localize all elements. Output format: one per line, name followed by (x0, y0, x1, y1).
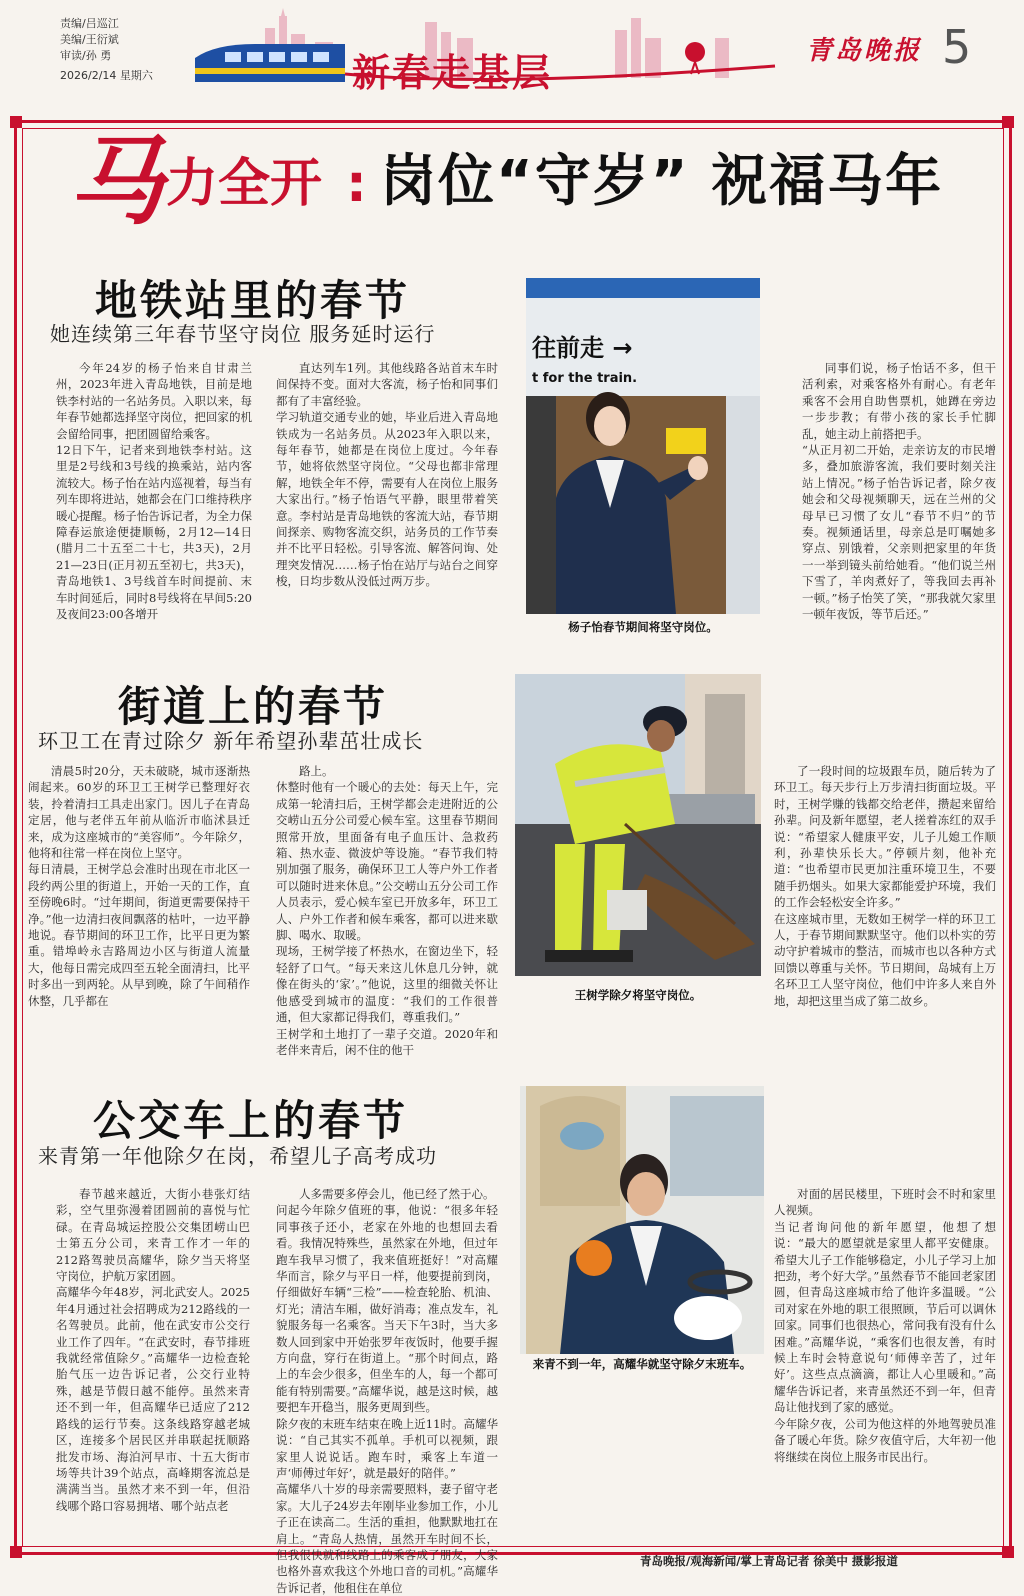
issue-date: 2026/2/14 星期六 (60, 69, 153, 82)
photo-caption: 杨子怡春节期间将坚守岗位。 (568, 620, 718, 634)
headline-red: 力全开 (166, 154, 323, 214)
article-column (56, 1186, 250, 1536)
paragraph: 同事们说，杨子怡话不多，但干活利索，对乘客格外有耐心。有老年乘客不会用自助售票机，她蹲在旁边一步步教；有带小孩的家长手忙脚乱，她主动上前搭把手。 “从正月初二开始，走亲访友的市民增多，叠加旅游客流，我们要时刻关注站上情况。”杨子怡告诉记者，除夕夜她会和父母视频聊天，远在兰州的父母早已习惯了女儿“春节不归”的节奏。视频通话里，母亲总是叮嘱她多穿点、别饿着，父亲则把家里的年货一一举到镜头前给她看。“他们说兰州下雪了，羊肉煮好了，等我回去再补一顿。”杨子怡笑了笑，“那我就欠家里一顿年夜饭，等节后还。” (802, 361, 996, 622)
credit-art: 美编/王衍斌 (60, 33, 119, 46)
section-title-bus: 公交车上的春节 (93, 1096, 409, 1145)
section-title-street: 街道上的春节 (118, 682, 389, 731)
byline: 青岛晚报/观海新闻/掌上青岛记者 徐美中 摄影报道 (640, 1554, 898, 1568)
photo-subway (526, 278, 760, 614)
train-illustration (195, 44, 345, 82)
photo-caption: 王树学除夕将坚守岗位。 (574, 988, 702, 1002)
photo-caption: 来青不到一年，高耀华就坚守除夕末班车。 (532, 1357, 752, 1371)
paragraph: 直达列车1列。其他线路各站首末车时间保持不变。面对大客流，杨子怡和同事们都有了丰富经验。 学习轨道交通专业的她，毕业后进入青岛地铁成为一名站务员。从2023年入职以来，每年春节，她都是在岗位上度过。今年春节，她将依然坚守岗位。“父母也都非常理解，地铁全年不停，需要有人在岗位上服务大家出行。”杨子怡语气平静，眼里带着笑意。李村站是青岛地铁的客流大站，春节期间探亲、购物客流交织，站务员的工作节奏并不比平日轻松。引导客流、解答问询、处理突发情况……杨子怡在站厅与站台之间穿梭，日均步数从没低过两万步。 (276, 361, 498, 589)
article-column (56, 360, 252, 640)
section-title-subway: 地铁站里的春节 (95, 276, 411, 325)
article-column (276, 763, 498, 1055)
page-number: 5 (942, 20, 972, 74)
photo-bus (520, 1086, 764, 1354)
paragraph: 对面的居民楼里，下班时会不时和家里人视频。 当记者询问他的新年愿望，他想了想说：“最大的愿望就是家里人都平安健康。希望大儿子工作能够稳定，小儿子学习上加把劲，考个好大学。”虽然春节不能回老家团圆，但青岛这座城市给了他许多温暖。“公司对家在外地的职工很照顾，节后可以调休回家。同事们也很热心，常问我有没有什么困难。”高耀华说，“乘客们也很友善，有时候上车时会特意说句‘师傅辛苦了，过年好’。这些点点滴滴，都让人心里暖和。”高耀华告诉记者，来青虽然还不到一年，但青岛让他找到了家的感觉。 今年除夕夜，公司为他这样的外地驾驶员准备了暖心年货。除夕夜值守后，大年初一他将继续在岗位上服务市民出行。 (774, 1187, 996, 1464)
article-column (276, 360, 498, 640)
article-column (276, 1186, 498, 1595)
paragraph: 路上。 休整时他有一个暖心的去处：每天上午，完成第一轮清扫后，王树学都会走进附近的公交崂山五分公司爱心候车室。这里春节期间照常开放，里面备有电子血压计、急救药箱、热水壶、微波炉等设施。“春节我们特别加强了服务，确保环卫工人等户外工作者可以随时进来休息。”公交崂山五分公司工作人员表示，爱心候车室已开放多年，环卫工人、户外工作者和候车乘客，都可以进来歇脚、喝水、取暖。 现场，王树学接了杯热水，在窗边坐下，轻轻舒了口气。“每天来这儿休息几分钟，就像在街头的‘家’。”他说，这里的细微关怀让他感受到城市的温度：“我们的工作很普通，但大家都记得我们，尊重我们。” 王树学和土地打了一辈子交道。2020年和老伴来青后，闲不住的他干 (276, 764, 498, 1057)
paragraph: 人多需要多停会儿，他已经了然于心。 问起今年除夕值班的事，他说：“很多年轻同事孩子还小，老家在外地的也想回去看看。我情况特殊些，虽然家在外地，但过年跑车我早习惯了，我来值班挺好！”对高耀华而言，除夕与平日一样，他要提前到岗，仔细做好车辆“三检”——检查轮胎、机油、灯光；清洁车厢，做好消毒；准点发车，礼貌服务每一名乘客。当天下午3时，当大多数人回到家中开始张罗年夜饭时，他要手握方向盘，穿行在街道上。“那个时间点，路上的车会少很多，但坐车的人，每一个都可能有特别需要。”高耀华说，越是这时候，越要把车开稳当，服务更周到些。 除夕夜的末班车结束在晚上近11时。高耀华说：“自己其实不孤单。手机可以视频，跟家里人说说话。跑车时，乘客上车道一声‘师傅过年好’，就是最好的陪伴。” 高耀华八十岁的母亲需要照料，妻子留守老家。大儿子24岁去年刚毕业参加工作，小儿子正在读高二。生活的重担，他默默地扛在肩上。“青岛人热情，虽然开车时间不长，但我很快就和线路上的乘客成了朋友，大家也格外喜欢我这个外地口音的司机。”高耀华告诉记者，他租住在单位 (276, 1187, 498, 1595)
column-title: 新春走基层 (352, 51, 553, 95)
frame-corner (10, 116, 22, 128)
frame-corner (1002, 116, 1014, 128)
paragraph: 今年24岁的杨子怡来自甘肃兰州，2023年进入青岛地铁，目前是地铁李村站的一名站务员。入职以来，每年春节她都选择坚守岗位，把回家的机会留给同事，把团圆留给乘客。 12日下午，记者来到地铁李村站。这里是2号线和3号线的换乘站，站内客流较大。杨子怡在站内巡视着，每当有列车即将进站，她都会在门口维持秩序暖心提醒。杨子怡告诉记者，为全力保障春运旅途便捷顺畅，2月12—14日(腊月二十五至二十七，共3天)，2月21—23日(正月初五至初七，共3天)，青岛地铁1、3号线首车时间提前、末车时间延后，同时8号线将在早间5:20及夜间23:00各增开 (56, 361, 252, 622)
credits (60, 16, 153, 84)
frame-corner (1002, 1546, 1014, 1558)
section-subtitle-bus: 来青第一年他除夕在岗，希望儿子高考成功 (38, 1144, 437, 1168)
article-column (802, 360, 996, 640)
section-subtitle-street: 环卫工在青过除夕 新年希望孙辈茁壮成长 (38, 729, 424, 753)
headline-black: 岗位“守岁” 祝福马年 (380, 149, 944, 214)
credit-review: 审读/孙 勇 (60, 49, 112, 62)
headline-colon: : (346, 154, 367, 214)
article-column (774, 1186, 996, 1536)
platform-sign-text: 往前走 → (532, 334, 633, 362)
photo-street (515, 674, 761, 976)
section-subtitle-subway: 她连续第三年春节坚守岗位 服务延时运行 (50, 322, 436, 346)
platform-sign-text-en: t for the train. (532, 371, 638, 386)
frame-corner (10, 1546, 22, 1558)
paragraph: 清晨5时20分，天未破晓，城市逐渐热闹起来。60岁的环卫工王树学已整理好衣装，拎着清扫工具走出家门。因儿子在青岛定居，他与老伴五年前从临沂市临沭县迁来，成为这座城市的“美容师”。今年除夕，他将和往常一样在岗位上坚守。 每日清晨，王树学总会准时出现在市北区一段约两公里的街道上，开始一天的工作，直至傍晚6时。“过年期间，街道更需要保持干净。”他一边清扫夜间飘落的枯叶，一边平静地说。春节期间的环卫工作，比平日更为繁重。错埠岭永吉路周边小区与街道人流量大，他每日需完成四至五轮全面清扫，比平时多出一到两轮。从早到晚，除了午间稍作休整，几乎都在 (28, 764, 250, 1008)
paragraph: 了一段时间的垃圾跟车员，随后转为了环卫工。每天步行上万步清扫街面垃圾。平时，王树学赚的钱都交给老伴，攒起来留给孙辈。问及新年愿望，老人搓着冻红的双手说：“希望家人健康平安，儿子儿媳工作顺利，孙辈快乐长大。”停顿片刻，他补充道：“也希望市民更加注重环境卫生，不要随手扔烟头。如果大家都能爱护环境，我们的工作会轻松安全许多。” 在这座城市里，无数如王树学一样的环卫工人，于春节期间默默坚守。他们以朴实的劳动守护着城市的整洁，而城市也以各种方式回馈以尊重与关怀。节日期间，岛城有上万名环卫工人坚守岗位，他们中许多人来自外地，却把这里当成了第二故乡。 (774, 764, 996, 1008)
headline-big-char: 马 (68, 125, 164, 238)
article-column (774, 763, 996, 1055)
paragraph: 春节越来越近，大街小巷张灯结彩，空气里弥漫着团圆前的喜悦与忙碌。在青岛城运控股公交集团崂山巴士第五分公司，来青工作才一年的212路驾驶员高耀华，除夕当天将坚守岗位，护航万家团圆。 高耀华今年48岁，河北武安人。2025年4月通过社会招聘成为212路线的一名驾驶员。此前，他在武安市公交行业工作了四年。“在武安时，春节排班我就经常值除夕。”高耀华一边检查轮胎气压一边告诉记者，公交行业特殊，越是节假日越不能停。虽然来青还不到一年，但高耀华已适应了212路线的运行节奏。这条线路穿越老城区，连接多个居民区并串联起抚顺路批发市场、海泊河早市、十五大街市场等共计39个站点，高峰期客流总是满满当当。虽然才来不到一年，但沿线哪个路口容易拥堵、哪个站点老 (56, 1187, 250, 1513)
article-column (28, 763, 250, 1055)
credit-editor: 责编/吕巡江 (60, 17, 119, 30)
paper-logo: 青岛晚报 (806, 36, 923, 66)
